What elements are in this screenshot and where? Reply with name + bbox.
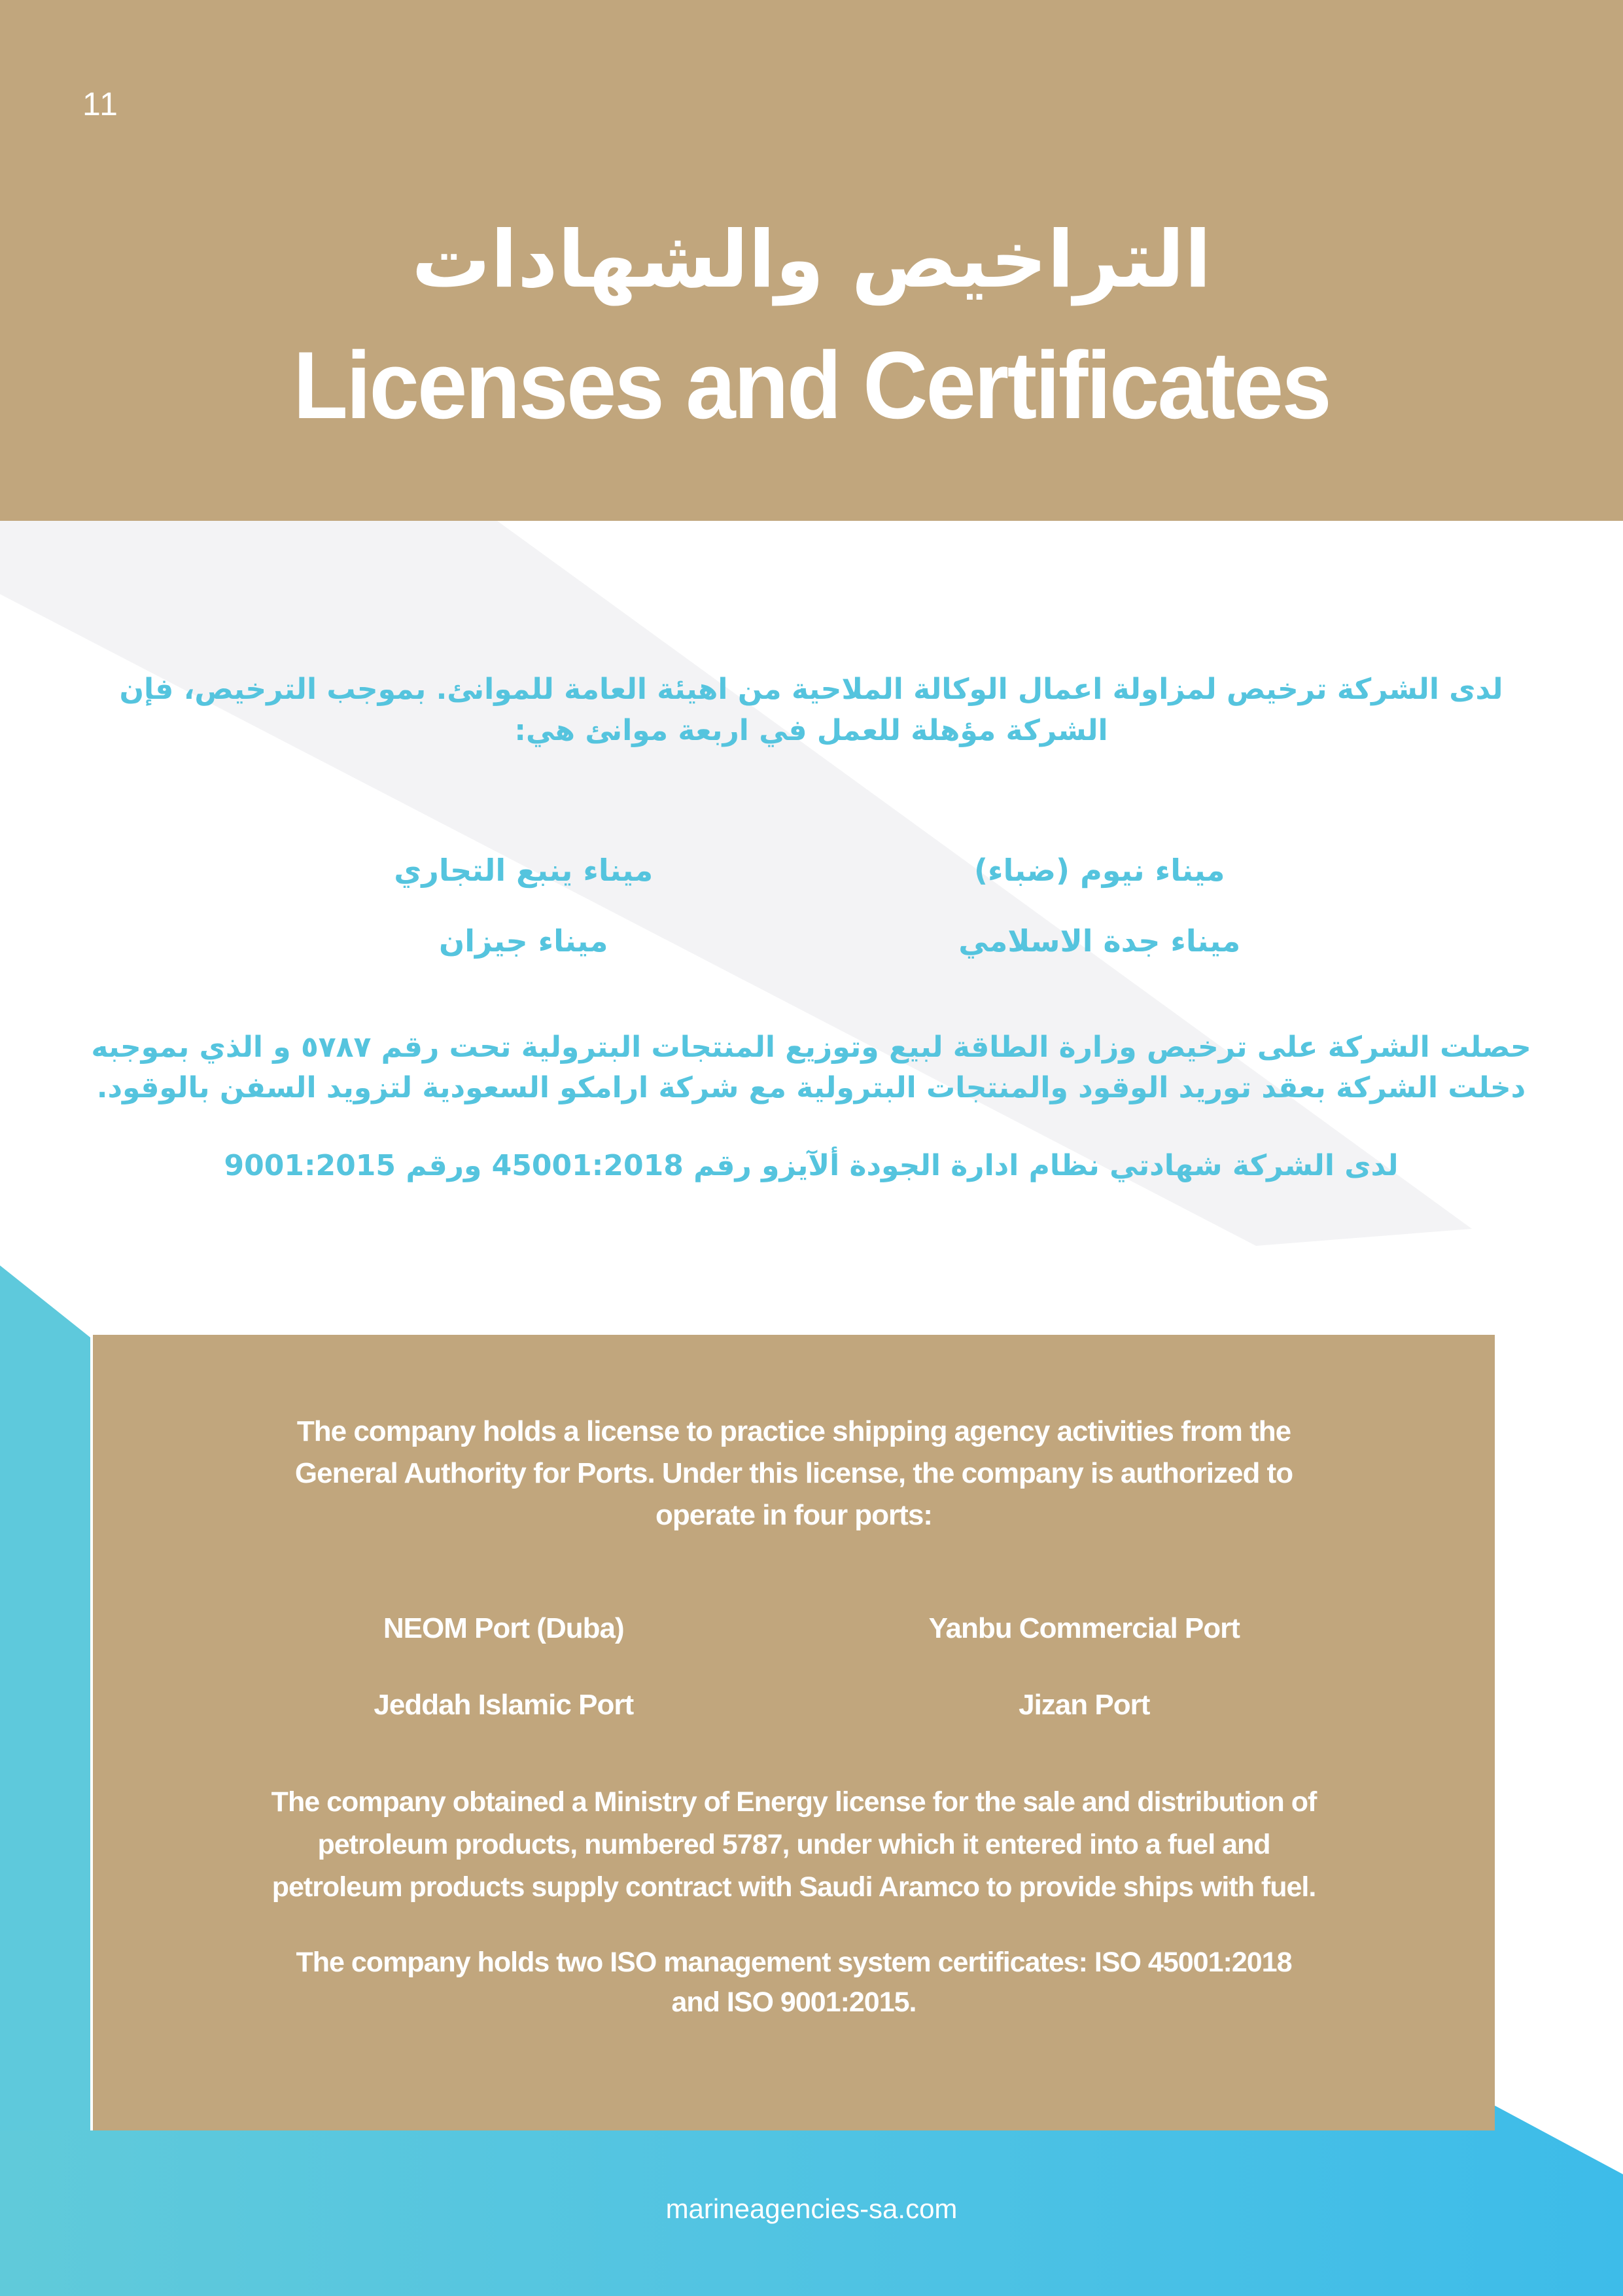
arabic-intro-paragraph [92, 669, 1531, 751]
website-url: marineagencies-sa.com [665, 2193, 958, 2224]
english-energy-paragraph [93, 1781, 1495, 1909]
arabic-energy-line-1: حصلت الشركة على ترخيص وزارة الطاقة لبيع وتوزيع المنتجات البترولية تحت رقم ٥٧٨٧ و الذي بموجبه [91, 1031, 1531, 1064]
arabic-intro-line-1: لدى الشركة ترخيص لمزاولة اعمال الوكالة الملاحية من اهيئة العامة للموانئ. بموجب الترخيص، فإن [119, 673, 1503, 706]
page-title-english: Licenses and Certificates [293, 332, 1330, 438]
arabic-port-yanbu: ميناء ينبع التجاري [394, 853, 654, 888]
english-heading [93, 1411, 1495, 1536]
english-heading-line-1: The company holds a license to practice shipping agency activities from the [296, 1415, 1291, 1447]
arabic-intro-line-2: الشركة مؤهلة للعمل في اربعة موانئ هي: [514, 714, 1108, 747]
arabic-port-jeddah: ميناء جدة الاسلامي [958, 923, 1241, 959]
english-content-box [93, 1335, 1495, 2130]
english-port-neom: NEOM Port (Duba) [383, 1612, 624, 1644]
english-heading-line-3: operate in four ports: [655, 1499, 932, 1531]
english-energy-line-2: petroleum products, numbered 5787, under which it entered into a fuel and [317, 1829, 1270, 1860]
arabic-port-neom: ميناء نيوم (ضباء) [973, 853, 1225, 888]
english-port-jeddah: Jeddah Islamic Port [374, 1689, 634, 1721]
arabic-energy-paragraph [79, 1027, 1544, 1108]
english-iso-line-2: and ISO 9001:2015. [671, 1987, 916, 2018]
english-energy-line-1: The company obtained a Ministry of Energy license for the sale and distribution of [271, 1786, 1317, 1818]
arabic-iso-line: لدى الشركة شهادتي نظام ادارة الجودة ألآيزو رقم 45001:2018 ورقم 9001:2015 [224, 1149, 1399, 1182]
english-port-jizan: Jizan Port [1019, 1689, 1150, 1721]
english-port-yanbu: Yanbu Commercial Port [928, 1612, 1240, 1644]
english-iso-paragraph [93, 1943, 1495, 2022]
english-heading-line-2: General Authority for Ports. Under this license, the company is authorized to [294, 1457, 1293, 1489]
arabic-energy-line-2: دخلت الشركة بعقد توريد الوقود والمنتجات البترولية مع شركة ارامكو السعودية لتزويد السفن بالوقود. [96, 1071, 1526, 1104]
english-energy-line-3: petroleum products supply contract with Saudi Aramco to provide ships with fuel. [271, 1871, 1316, 1903]
english-iso-line-1: The company holds two ISO management system certificates: ISO 45001:2018 [296, 1947, 1292, 1978]
english-ports-list [93, 1608, 1495, 1726]
page-number: 11 [82, 86, 119, 122]
arabic-port-jizan: ميناء جيزان [439, 923, 608, 959]
arabic-ports-list [236, 849, 1387, 962]
page-title-arabic: التراخيص والشهادات [411, 215, 1212, 306]
